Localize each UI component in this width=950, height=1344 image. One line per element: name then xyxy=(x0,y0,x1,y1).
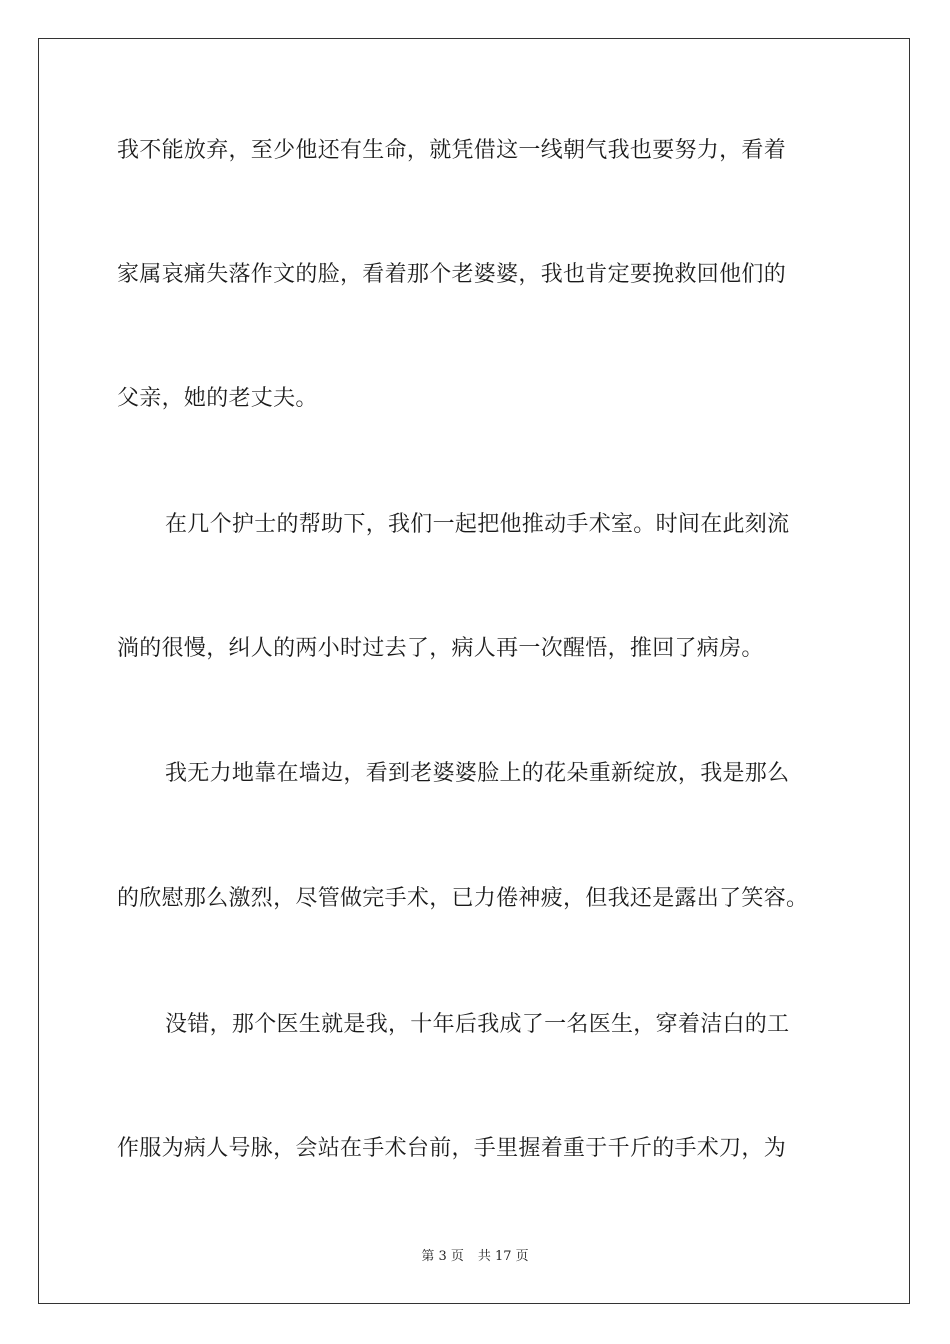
text-line: 父亲，她的老丈夫。 xyxy=(117,386,318,411)
text-line: 的欣慰那么激烈，尽管做完手术，已力倦神疲，但我还是露出了笑容。 xyxy=(117,886,809,911)
paragraph-first-line: 在几个护士的帮助下，我们一起把他推动手术室。时间在此刻流 xyxy=(165,512,790,537)
paragraph-first-line: 我无力地靠在墙边，看到老婆婆脸上的花朵重新绽放，我是那么 xyxy=(165,761,790,786)
page-footer xyxy=(0,1249,950,1265)
text-line: 作服为病人号脉，会站在手术台前，手里握着重于千斤的手术刀，为 xyxy=(117,1136,787,1161)
text-line: 我不能放弃，至少他还有生命，就凭借这一线朝气我也要努力，看着 xyxy=(117,138,787,163)
text-line: 家属哀痛失落作文的脸，看着那个老婆婆，我也肯定要挽救回他们的 xyxy=(117,262,787,287)
paragraph-first-line: 没错，那个医生就是我，十年后我成了一名医生，穿着洁白的工 xyxy=(165,1012,790,1037)
page-number: 第 3 页 xyxy=(421,1249,464,1264)
page-total: 共 17 页 xyxy=(477,1249,529,1264)
text-line: 淌的很慢，纠人的两小时过去了，病人再一次醒悟，推回了病房。 xyxy=(117,636,764,661)
page-border xyxy=(38,38,910,1304)
